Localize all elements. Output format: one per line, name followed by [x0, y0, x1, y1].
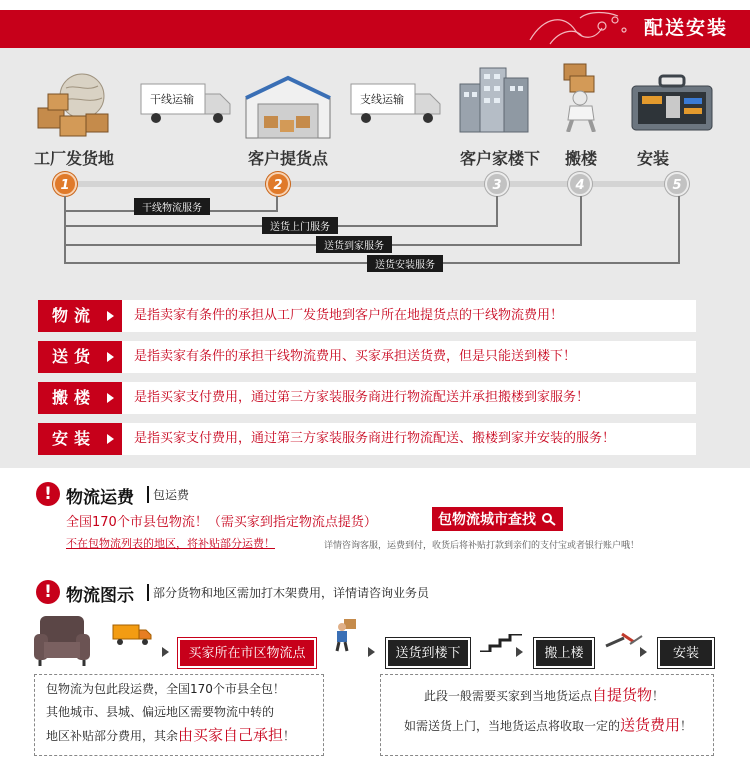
right-note-highlight: 自提货物: [592, 686, 653, 704]
banner-title: 配送安装: [643, 17, 728, 39]
truck-label-branch: 支线运输: [360, 93, 404, 106]
building-icon: [454, 62, 542, 134]
step-node-1: 1: [53, 172, 77, 196]
definition-row: [38, 382, 696, 414]
truck-label-trunk: 干线运输: [150, 93, 194, 106]
definition-text: 是指卖家有条件的承担干线物流费用、买家承担送货费，但是只能送到楼下！: [134, 349, 577, 364]
small-truck-icon: [112, 622, 152, 646]
right-note-line-1: [424, 684, 664, 705]
step-label-carry-upstairs: 搬楼: [564, 149, 597, 168]
step-node-5: 5: [665, 172, 689, 196]
arrow-right-icon: [516, 647, 523, 657]
arrow-right-icon: [162, 647, 169, 657]
porter-icon: [332, 618, 358, 652]
definition-text: 是指买家支付费用，通过第三方家装服务商进行物流配送并承担搬楼到家服务！: [134, 390, 590, 405]
definition-key: 物流: [38, 300, 122, 332]
carry-upstairs-box: 搬上楼: [534, 638, 594, 668]
subsidy-link[interactable]: 不在包物流列表的地区，将补贴部分运费！: [66, 537, 275, 550]
arrow-right-icon: [368, 647, 375, 657]
search-icon: [541, 512, 557, 526]
installation-box: 安装: [658, 638, 714, 668]
right-note-end: ！: [652, 689, 665, 703]
step-label-pickup-point: 客户提货点: [247, 149, 328, 168]
definition-row: [38, 300, 696, 332]
exclamation-icon: !: [36, 482, 60, 506]
left-note-highlight: 由买家自己承担: [178, 726, 284, 744]
left-note-line-3: [46, 724, 295, 745]
definition-row: [38, 423, 696, 455]
city-search-label: 包物流城市查找: [438, 512, 536, 528]
freight-coverage-text: 全国170个市县包物流！（需买家到指定物流点提货）: [66, 515, 377, 530]
service-tag-trunk: 干线物流服务: [134, 198, 210, 215]
definition-text: 是指买家支付费用，通过第三方家装服务商进行物流配送、搬楼到家并安装的服务！: [134, 431, 616, 446]
right-note-highlight: 送货费用: [620, 716, 681, 734]
step-node-2: 2: [266, 172, 290, 196]
deliver-downstairs-box: 送货到楼下: [386, 638, 470, 668]
toolbox-icon: [628, 66, 716, 138]
diagram-subtitle: 部分货物和地区需加打木架费用，详情请咨询业务员: [147, 584, 429, 601]
step-label-factory: 工厂发货地: [33, 149, 114, 168]
definition-key: 送货: [38, 341, 122, 373]
exclamation-icon: !: [36, 580, 60, 604]
right-note-line-2: [404, 714, 692, 735]
freight-title: 物流运费: [66, 488, 134, 508]
floral-flourish-icon: [520, 10, 640, 48]
definition-key: 安装: [38, 423, 122, 455]
definition-row: [38, 341, 696, 373]
right-note-end: ！: [680, 719, 693, 733]
top-banner: [0, 10, 750, 48]
left-note-end: ！: [283, 729, 296, 743]
arrow-right-icon: [640, 647, 647, 657]
step-node-4: 4: [568, 172, 592, 196]
step-label-installation: 安装: [636, 149, 669, 168]
left-note-text: 地区补贴部分费用，其余: [46, 729, 179, 743]
subsidy-note: 详情咨询客服，运费到付，收货后将补贴打款到亲们的支付宝或者银行账户哦！: [324, 541, 640, 551]
mover-icon: [536, 60, 624, 132]
city-search-button[interactable]: [432, 507, 563, 531]
right-note-text: 此段一般需要买家到当地货运点: [424, 689, 593, 703]
service-tag-install: 送货安装服务: [367, 255, 443, 272]
diagram-title: 物流图示: [66, 586, 134, 606]
service-tag-home: 送货到家服务: [316, 236, 392, 253]
definition-key: 搬楼: [38, 382, 122, 414]
right-note-text: 如需送货上门，当地货运点将收取一定的: [404, 719, 621, 733]
warehouse-icon: [244, 72, 332, 144]
step-label-downstairs: 客户家楼下: [459, 149, 540, 168]
freight-subtitle: 包运费: [147, 486, 189, 503]
tools-icon: [604, 632, 644, 648]
service-tag-door: 送货上门服务: [262, 217, 338, 234]
sofa-icon: [32, 612, 92, 668]
city-logistics-point-box: 买家所在市区物流点: [178, 638, 316, 668]
definition-text: 是指卖家有条件的承担从工厂发货地到客户所在地提货点的干线物流费用！: [134, 308, 564, 323]
step-node-3: 3: [485, 172, 509, 196]
service-bracket-install: [64, 196, 680, 264]
left-note-line-2: 其他城市、县城、偏远地区需要物流中转的: [46, 705, 275, 719]
left-note-line-1: 包物流为包此段运费，全国170个市县全包！: [46, 682, 285, 696]
globe-boxes-icon: [30, 70, 118, 142]
